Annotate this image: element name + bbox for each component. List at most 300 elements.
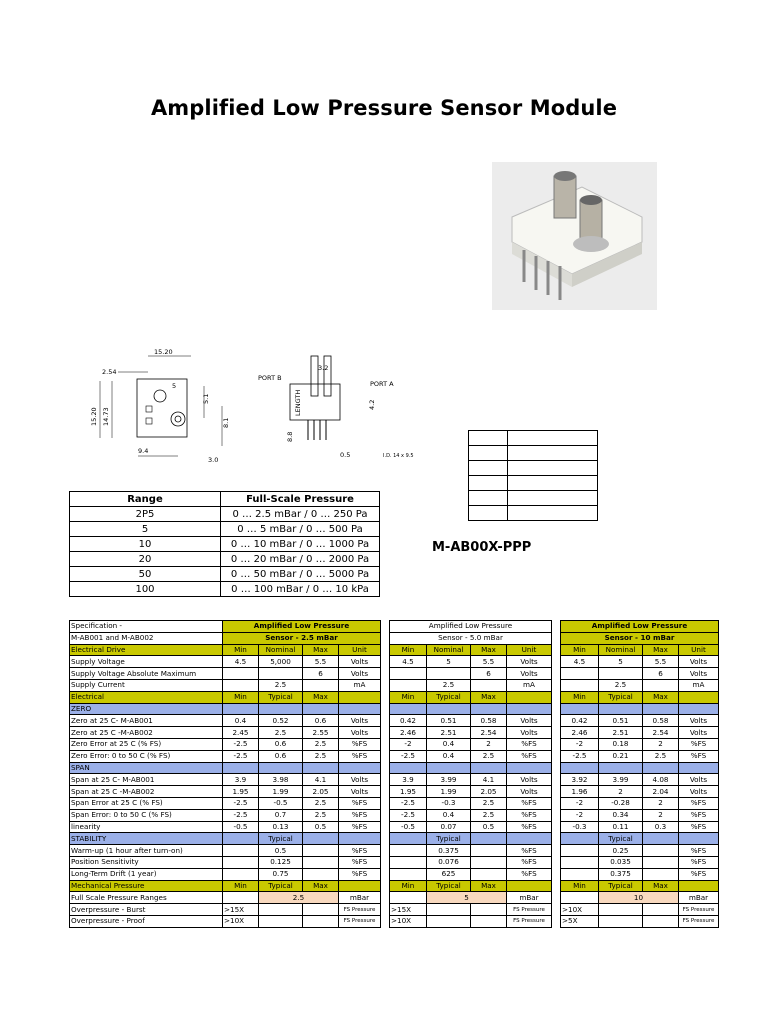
- value-cell: 2.5: [471, 809, 507, 821]
- value-cell: [390, 668, 427, 680]
- value-cell: Nominal: [599, 644, 643, 656]
- overpressure-value: >10X: [390, 915, 427, 927]
- value-cell: 0.375: [599, 868, 643, 880]
- value-cell: [223, 679, 259, 691]
- row-label: Overpressure - Proof: [70, 915, 223, 927]
- value-cell: Min: [223, 880, 259, 892]
- value-cell: [303, 833, 339, 845]
- row-label: linearity: [70, 821, 223, 833]
- range-cell: 50: [70, 567, 221, 582]
- value-cell: Typical: [259, 691, 303, 703]
- column-gap: [381, 738, 390, 750]
- table-row: [70, 738, 719, 750]
- value-cell: [390, 833, 427, 845]
- unit-cell: %FS: [679, 738, 719, 750]
- unit-cell: FS Pressure: [679, 915, 719, 927]
- mechanical-drawing: [78, 346, 423, 472]
- value-cell: [599, 668, 643, 680]
- value-cell: 4.1: [471, 774, 507, 786]
- column-gap: [381, 892, 390, 904]
- table-cell: [427, 915, 471, 927]
- dim-label: 3.0: [208, 456, 219, 464]
- value-cell: Min: [223, 691, 259, 703]
- row-label: Electrical: [70, 691, 223, 703]
- value-cell: 5.5: [643, 656, 679, 668]
- value-cell: Typical: [599, 833, 643, 845]
- unit-cell: mBar: [339, 892, 381, 904]
- unit-cell: %FS: [679, 797, 719, 809]
- blank-grid: [468, 430, 598, 521]
- value-cell: -2.5: [390, 750, 427, 762]
- table-cell: [259, 904, 303, 916]
- unit-cell: FS Pressure: [679, 904, 719, 916]
- value-cell: 2.5: [303, 750, 339, 762]
- row-label: Full Scale Pressure Ranges: [70, 892, 223, 904]
- column-gap: [552, 750, 561, 762]
- unit-cell: %FS: [507, 738, 552, 750]
- unit-cell: [339, 703, 381, 715]
- spec-header-label: Specification -: [70, 621, 223, 633]
- dim-label: 15.20: [90, 407, 98, 426]
- value-cell: 6: [643, 668, 679, 680]
- table-row: [70, 904, 719, 916]
- value-cell: 0.6: [259, 738, 303, 750]
- overpressure-value: >15X: [223, 904, 259, 916]
- value-cell: [561, 845, 599, 857]
- value-cell: -2.5: [223, 797, 259, 809]
- value-cell: 0.3: [643, 821, 679, 833]
- column-gap: [552, 632, 561, 644]
- value-cell: 2: [643, 738, 679, 750]
- range-header: Range: [70, 492, 221, 507]
- value-cell: 2.46: [561, 727, 599, 739]
- value-cell: [643, 856, 679, 868]
- column-gap: [381, 915, 390, 927]
- column-gap: [552, 703, 561, 715]
- value-cell: [561, 703, 599, 715]
- table-row: [70, 644, 719, 656]
- value-cell: [303, 856, 339, 868]
- value-cell: -0.5: [390, 821, 427, 833]
- unit-cell: mBar: [679, 892, 719, 904]
- table-row: [70, 762, 719, 774]
- value-cell: 2.54: [643, 727, 679, 739]
- value-cell: [303, 703, 339, 715]
- column-gap: [381, 880, 390, 892]
- unit-cell: mBar: [507, 892, 552, 904]
- table-row: [70, 727, 719, 739]
- value-cell: Max: [471, 644, 507, 656]
- value-cell: 5.5: [303, 656, 339, 668]
- table-row: [70, 703, 719, 715]
- spec-header-group: Sensor - 10 mBar: [561, 632, 719, 644]
- column-gap: [381, 786, 390, 798]
- value-cell: [471, 845, 507, 857]
- column-gap: [552, 774, 561, 786]
- value-cell: 625: [427, 868, 471, 880]
- unit-cell: %FS: [339, 797, 381, 809]
- unit-cell: FS Pressure: [507, 915, 552, 927]
- value-cell: 2.55: [303, 727, 339, 739]
- unit-cell: Volts: [507, 668, 552, 680]
- value-cell: 3.99: [599, 774, 643, 786]
- unit-cell: %FS: [339, 809, 381, 821]
- row-label: Supply Voltage Absolute Maximum: [70, 668, 223, 680]
- value-cell: 5,000: [259, 656, 303, 668]
- column-gap: [381, 797, 390, 809]
- unit-cell: [679, 691, 719, 703]
- table-cell: [259, 915, 303, 927]
- value-cell: [561, 679, 599, 691]
- value-cell: [427, 703, 471, 715]
- overpressure-value: >15X: [390, 904, 427, 916]
- unit-cell: %FS: [507, 821, 552, 833]
- column-gap: [552, 797, 561, 809]
- value-cell: -2: [561, 738, 599, 750]
- spec-table: [69, 620, 719, 928]
- value-cell: 0.13: [259, 821, 303, 833]
- unit-cell: %FS: [339, 868, 381, 880]
- unit-cell: %FS: [507, 868, 552, 880]
- value-cell: [599, 703, 643, 715]
- value-cell: [561, 762, 599, 774]
- value-cell: 0.25: [599, 845, 643, 857]
- value-cell: Typical: [427, 880, 471, 892]
- unit-cell: %FS: [679, 750, 719, 762]
- value-cell: 5.5: [471, 656, 507, 668]
- value-cell: 4.5: [223, 656, 259, 668]
- table-cell: [599, 904, 643, 916]
- unit-cell: Volts: [507, 656, 552, 668]
- value-cell: 4.5: [561, 656, 599, 668]
- column-gap: [552, 892, 561, 904]
- column-gap: [552, 762, 561, 774]
- unit-cell: Volts: [339, 774, 381, 786]
- value-cell: -2.5: [223, 809, 259, 821]
- value-cell: 0.58: [643, 715, 679, 727]
- value-cell: [223, 668, 259, 680]
- unit-cell: Volts: [339, 668, 381, 680]
- value-cell: Typical: [259, 833, 303, 845]
- value-cell: 2.54: [471, 727, 507, 739]
- unit-cell: mA: [507, 679, 552, 691]
- value-cell: 4.5: [390, 656, 427, 668]
- row-label: Warm-up (1 hour after turn-on): [70, 845, 223, 857]
- full-scale-value: 5: [427, 892, 507, 904]
- table-cell: [561, 892, 599, 904]
- value-cell: 2.51: [599, 727, 643, 739]
- dim-label: 14.73: [102, 407, 110, 426]
- unit-cell: Volts: [507, 715, 552, 727]
- dim-label: 8.8: [286, 431, 294, 442]
- column-gap: [552, 786, 561, 798]
- table-cell: [471, 904, 507, 916]
- value-cell: -0.28: [599, 797, 643, 809]
- value-cell: Nominal: [427, 644, 471, 656]
- full-scale-value: 10: [599, 892, 679, 904]
- range-table: [69, 491, 380, 597]
- value-cell: 2.5: [643, 750, 679, 762]
- dim-label: 3.2: [318, 364, 329, 372]
- value-cell: [303, 762, 339, 774]
- row-label: STABILITY: [70, 833, 223, 845]
- dim-label: LENGTH: [294, 389, 302, 416]
- value-cell: 2: [643, 797, 679, 809]
- column-gap: [381, 727, 390, 739]
- row-label: Position Sensitivity: [70, 856, 223, 868]
- table-row: [70, 821, 719, 833]
- value-cell: 0.11: [599, 821, 643, 833]
- row-label: Span Error at 25 C (% FS): [70, 797, 223, 809]
- value-cell: 0.5: [471, 821, 507, 833]
- table-cell: [303, 904, 339, 916]
- unit-cell: FS Pressure: [339, 904, 381, 916]
- unit-cell: Volts: [339, 786, 381, 798]
- overpressure-value: >10X: [223, 915, 259, 927]
- dim-label: I.D. 14 x 9.5: [383, 453, 414, 459]
- value-cell: [259, 762, 303, 774]
- range-cell: 100: [70, 582, 221, 597]
- value-cell: Min: [390, 644, 427, 656]
- part-number: M-AB00X-PPP: [432, 540, 532, 555]
- column-gap: [552, 668, 561, 680]
- value-cell: Nominal: [259, 644, 303, 656]
- unit-cell: Volts: [679, 668, 719, 680]
- value-cell: 0.035: [599, 856, 643, 868]
- table-row: [70, 691, 719, 703]
- value-cell: [390, 679, 427, 691]
- value-cell: [471, 868, 507, 880]
- dim-label: 8.1: [222, 417, 230, 428]
- value-cell: 0.076: [427, 856, 471, 868]
- value-cell: [643, 833, 679, 845]
- column-gap: [381, 632, 390, 644]
- table-row: [70, 656, 719, 668]
- value-cell: [390, 703, 427, 715]
- value-cell: [561, 856, 599, 868]
- table-row: [70, 668, 719, 680]
- value-cell: Max: [643, 880, 679, 892]
- column-gap: [552, 845, 561, 857]
- value-cell: 6: [471, 668, 507, 680]
- spec-header-group: Amplified Low Pressure: [223, 621, 381, 633]
- column-gap: [381, 621, 390, 633]
- value-cell: Min: [390, 691, 427, 703]
- column-gap: [381, 845, 390, 857]
- unit-cell: Unit: [679, 644, 719, 656]
- dim-label: PORT A: [370, 380, 394, 388]
- value-cell: [471, 833, 507, 845]
- value-cell: 0.5: [303, 821, 339, 833]
- value-cell: [599, 762, 643, 774]
- value-cell: Min: [561, 644, 599, 656]
- spec-header-group: Sensor - 2.5 mBar: [223, 632, 381, 644]
- range-cell: 2P5: [70, 507, 221, 522]
- dim-label: 15.20: [154, 348, 173, 356]
- unit-cell: %FS: [679, 856, 719, 868]
- value-cell: 2.5: [471, 750, 507, 762]
- table-cell: [427, 904, 471, 916]
- value-cell: 0.4: [427, 738, 471, 750]
- unit-cell: mA: [679, 679, 719, 691]
- value-cell: -2: [390, 738, 427, 750]
- column-gap: [381, 679, 390, 691]
- row-label: Span at 25 C- M-AB001: [70, 774, 223, 786]
- column-gap: [381, 703, 390, 715]
- overpressure-value: >5X: [561, 915, 599, 927]
- spec-header-row: [70, 621, 719, 633]
- value-cell: 6: [303, 668, 339, 680]
- unit-cell: Volts: [507, 774, 552, 786]
- column-gap: [552, 880, 561, 892]
- table-row: [70, 880, 719, 892]
- table-row: [70, 750, 719, 762]
- unit-cell: %FS: [507, 856, 552, 868]
- value-cell: [643, 679, 679, 691]
- value-cell: 5: [599, 656, 643, 668]
- value-cell: 2.5: [303, 809, 339, 821]
- value-cell: 1.96: [561, 786, 599, 798]
- value-cell: 3.9: [223, 774, 259, 786]
- value-cell: 1.95: [223, 786, 259, 798]
- value-cell: [471, 762, 507, 774]
- range-cell: 5: [70, 522, 221, 537]
- value-cell: 2: [599, 786, 643, 798]
- value-cell: 0.52: [259, 715, 303, 727]
- column-gap: [381, 868, 390, 880]
- dim-label: PORT B: [258, 374, 282, 382]
- unit-cell: [507, 762, 552, 774]
- unit-cell: %FS: [679, 845, 719, 857]
- unit-cell: Unit: [339, 644, 381, 656]
- unit-cell: Volts: [679, 656, 719, 668]
- table-cell: [599, 915, 643, 927]
- range-cell: 10: [70, 537, 221, 552]
- value-cell: 0.21: [599, 750, 643, 762]
- unit-cell: %FS: [679, 868, 719, 880]
- spec-header-group: Amplified Low Pressure: [390, 621, 552, 633]
- value-cell: 0.34: [599, 809, 643, 821]
- row-label: Span Error: 0 to 50 C (% FS): [70, 809, 223, 821]
- value-cell: Typical: [427, 691, 471, 703]
- unit-cell: FS Pressure: [507, 904, 552, 916]
- value-cell: -2: [561, 797, 599, 809]
- column-gap: [552, 856, 561, 868]
- value-cell: [223, 856, 259, 868]
- table-cell: [643, 915, 679, 927]
- table-cell: [390, 892, 427, 904]
- column-gap: [381, 668, 390, 680]
- value-cell: 0.18: [599, 738, 643, 750]
- spec-header-group: Sensor - 5.0 mBar: [390, 632, 552, 644]
- unit-cell: [339, 691, 381, 703]
- column-gap: [552, 727, 561, 739]
- value-cell: Typical: [599, 691, 643, 703]
- value-cell: -2.5: [561, 750, 599, 762]
- column-gap: [552, 738, 561, 750]
- value-cell: 5: [427, 656, 471, 668]
- value-cell: 1.95: [390, 786, 427, 798]
- unit-cell: %FS: [339, 738, 381, 750]
- value-cell: -2: [561, 809, 599, 821]
- unit-cell: Volts: [339, 727, 381, 739]
- value-cell: 2.5: [427, 679, 471, 691]
- column-gap: [552, 656, 561, 668]
- row-label: Zero at 25 C- M-AB001: [70, 715, 223, 727]
- value-cell: [390, 845, 427, 857]
- value-cell: [390, 762, 427, 774]
- unit-cell: [339, 880, 381, 892]
- unit-cell: %FS: [339, 845, 381, 857]
- table-row: [70, 567, 380, 582]
- spec-header-row: [70, 632, 719, 644]
- column-gap: [381, 762, 390, 774]
- unit-cell: [339, 833, 381, 845]
- value-cell: [303, 679, 339, 691]
- value-cell: 3.9: [390, 774, 427, 786]
- value-cell: [390, 856, 427, 868]
- unit-cell: Volts: [679, 786, 719, 798]
- unit-cell: [507, 691, 552, 703]
- value-cell: 0.07: [427, 821, 471, 833]
- value-cell: 0.4: [427, 809, 471, 821]
- table-cell: [643, 904, 679, 916]
- value-cell: [223, 868, 259, 880]
- column-gap: [552, 833, 561, 845]
- column-gap: [552, 904, 561, 916]
- row-label: Zero at 25 C -M-AB002: [70, 727, 223, 739]
- table-row: [70, 892, 719, 904]
- value-cell: 2.04: [643, 786, 679, 798]
- value-cell: [427, 668, 471, 680]
- value-cell: Min: [561, 880, 599, 892]
- column-gap: [552, 868, 561, 880]
- value-cell: [471, 703, 507, 715]
- value-cell: Max: [303, 691, 339, 703]
- unit-cell: %FS: [339, 856, 381, 868]
- value-cell: Max: [471, 691, 507, 703]
- column-gap: [381, 821, 390, 833]
- dim-label: 4.2: [368, 399, 376, 410]
- column-gap: [552, 809, 561, 821]
- table-row: [70, 868, 719, 880]
- value-cell: [643, 762, 679, 774]
- row-label: Overpressure - Burst: [70, 904, 223, 916]
- column-gap: [381, 833, 390, 845]
- column-gap: [381, 656, 390, 668]
- table-row: [70, 507, 380, 522]
- value-cell: 0.42: [561, 715, 599, 727]
- value-cell: 0.125: [259, 856, 303, 868]
- value-cell: [427, 762, 471, 774]
- value-cell: Min: [390, 880, 427, 892]
- value-cell: [643, 868, 679, 880]
- unit-cell: [679, 762, 719, 774]
- unit-cell: [679, 880, 719, 892]
- row-label: ZERO: [70, 703, 223, 715]
- value-cell: [223, 703, 259, 715]
- table-row: [70, 582, 380, 597]
- value-cell: 0.6: [259, 750, 303, 762]
- table-row: [70, 679, 719, 691]
- value-cell: 2.5: [303, 738, 339, 750]
- value-cell: [471, 679, 507, 691]
- column-gap: [381, 644, 390, 656]
- unit-cell: [507, 703, 552, 715]
- column-gap: [381, 691, 390, 703]
- dim-label: 5.1: [202, 393, 210, 404]
- row-label: Mechanical Pressure: [70, 880, 223, 892]
